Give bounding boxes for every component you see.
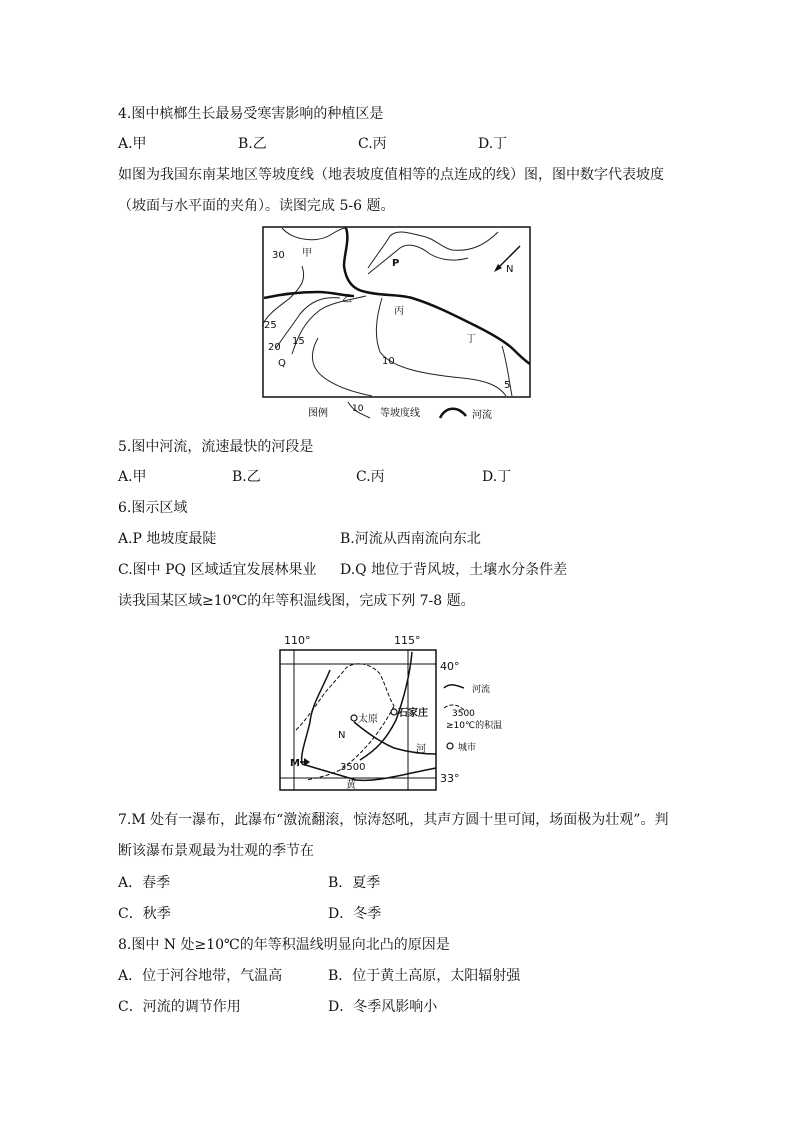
label-m: M: [290, 758, 300, 769]
legend-iso-value: 3500: [452, 709, 475, 719]
map1-legend: [308, 402, 492, 421]
q5-stem: 5.图中河流，流速最快的河段是: [118, 439, 314, 455]
q6-option-d: D.Q 地位于背风坡，土壤水分条件差: [340, 562, 568, 578]
q7-stem-line-1: 7.M 处有一瀑布，此瀑布“激流翻滚，惊涛怒吼，其声方圆十里可闻，场面极为壮观”。判: [118, 812, 669, 828]
label-p: P: [392, 258, 400, 269]
q5-option-a: A.甲: [118, 469, 147, 485]
legend-contour-value: 10: [352, 404, 364, 414]
q4-stem: 4.图中槟榔生长最易受寒害影响的种植区是: [118, 106, 384, 122]
label-q: Q: [278, 358, 286, 369]
legend-city-label: 城市: [458, 743, 477, 753]
legend-river-icon: [444, 685, 464, 688]
q5-option-c: C.丙: [356, 469, 385, 485]
q8-stem: 8.图中 N 处≥10℃的年等积温线明显向北凸的原因是: [118, 937, 450, 953]
q7-option-b: B．夏季: [328, 875, 381, 891]
q6-stem: 6.图示区域: [118, 500, 188, 516]
legend-contour-label: 等坡度线: [380, 408, 420, 419]
label-shijiazhuang: 石家庄: [398, 708, 428, 719]
accumulated-temperature-map: [276, 630, 516, 796]
label-30: 30: [272, 250, 285, 261]
q6-option-c: C.图中 PQ 区域适宜发展林果业: [118, 562, 317, 578]
legend-title: 图例: [308, 408, 328, 419]
intro-56-line-2: （坡面与水平面的夹角）。读图完成 5-6 题。: [118, 198, 395, 214]
q6-option-a: A.P 地坡度最陡: [118, 531, 217, 547]
slope-contour-map: [262, 226, 532, 424]
q7-option-c: C．秋季: [118, 906, 171, 922]
intro-78: 读我国某区域≥10℃的年等积温线图，完成下列 7-8 题。: [118, 593, 475, 609]
map2-legend: [444, 683, 502, 753]
label-jia: 甲: [302, 248, 312, 259]
q4-option-d: D.丁: [478, 136, 508, 152]
label-lon-110: 110°: [284, 634, 311, 647]
q8-option-b: B．位于黄土高原，太阳辐射强: [328, 968, 521, 984]
label-yi: 乙: [342, 294, 352, 305]
label-he: 河: [416, 744, 426, 755]
label-n: N: [338, 730, 346, 741]
city-shijiazhuang-icon: [391, 709, 397, 715]
label-5: 5: [504, 380, 511, 391]
q4-option-b: B.乙: [238, 136, 267, 152]
q7-option-d: D．冬季: [328, 906, 382, 922]
label-3500-map: 3500: [340, 762, 366, 773]
q7-option-a: A．春季: [118, 875, 171, 891]
label-lat-33: 33°: [440, 772, 460, 785]
q8-option-a: A．位于河谷地带，气温高: [118, 968, 283, 984]
label-bing: 丙: [394, 306, 404, 317]
q8-option-d: D．冬季风影响小: [328, 999, 438, 1015]
label-lon-115: 115°: [394, 634, 421, 647]
q5-option-d: D.丁: [482, 469, 512, 485]
legend-river-label: 河流: [472, 410, 492, 421]
label-lat-40: 40°: [440, 660, 460, 673]
q7-stem-line-2: 断该瀑布景观最为壮观的季节在: [118, 843, 314, 859]
q6-option-b: B.河流从西南流向东北: [340, 531, 481, 547]
label-25: 25: [264, 320, 277, 331]
q4-option-a: A.甲: [118, 136, 147, 152]
label-20: 20: [268, 342, 281, 353]
legend-river-line: [440, 409, 466, 418]
contour-lines: [262, 228, 512, 396]
city-taiyuan-icon: [351, 715, 357, 721]
legend-iso-label: ≥10℃的积温: [446, 721, 503, 731]
q8-option-c: C．河流的调节作用: [118, 999, 241, 1015]
legend-river-label: 河流: [472, 685, 491, 695]
q4-option-c: C.丙: [358, 136, 387, 152]
label-ding: 丁: [466, 334, 476, 345]
q5-option-b: B.乙: [232, 469, 261, 485]
intro-56-line-1: 如图为我国东南某地区等坡度线（地表坡度值相等的点连成的线）图，图中数字代表坡度: [118, 167, 664, 183]
label-huang: 黄: [346, 780, 356, 791]
label-10: 10: [382, 356, 395, 367]
label-15: 15: [292, 336, 305, 347]
label-n: N: [506, 264, 514, 275]
label-taiyuan: 太原: [358, 714, 378, 725]
legend-city-icon: [447, 743, 453, 749]
